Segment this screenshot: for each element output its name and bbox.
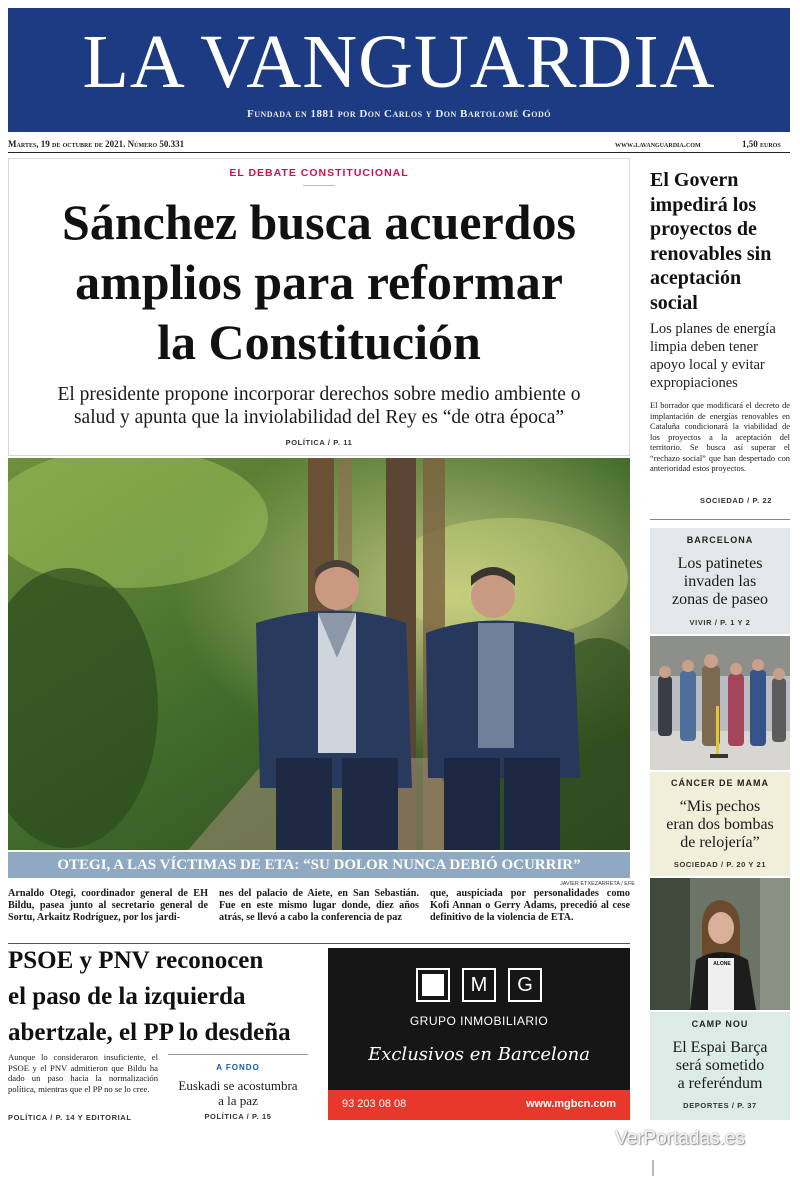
masthead-founded: Fundada en 1881 por Don Carlos y Don Bartolomé Godó — [246, 108, 552, 120]
govern-headline-line: proyectos de — [650, 218, 757, 241]
masthead — [8, 8, 790, 132]
cancer-ref: SOCIEDAD / P. 20 Y 21 — [673, 860, 767, 869]
cancer-headline-line: eran dos bombas — [666, 816, 774, 833]
kicker-underline — [303, 185, 335, 186]
dateline-rule — [8, 152, 790, 153]
masthead-title: LA VANGUARDIA — [82, 20, 716, 104]
ad-tagline: Exclusivos en Barcelona — [368, 1044, 590, 1065]
campnou-headline — [650, 1039, 790, 1093]
lead-headline-line: la Constitución — [157, 314, 481, 370]
campnou-ref: DEPORTES / P. 37 — [683, 1101, 757, 1110]
govern-body: El borrador que modificará el decreto de implantación de energías renovables en Cataluña condicionará la viabilidad de los proyectos a la aceptación del territorio. Se busca así superar el “rechazo social” que han despertado con anterioridad estos proyectos. — [650, 401, 790, 473]
ad-footer — [328, 1090, 630, 1120]
ad-logo-g: G — [508, 968, 542, 1002]
ad-logo-m: M — [462, 968, 496, 1002]
afondo-ref: POLÍTICA / P. 15 — [204, 1112, 272, 1121]
ad-brand: GRUPO INMOBILIARIO — [409, 1014, 549, 1028]
photo-caption: OTEGI, A LAS VÍCTIMAS DE ETA: “SU DOLOR NUNCA DEBIÓ OCURRIR” — [57, 857, 581, 873]
cancer-headline-line: “Mis pechos — [679, 798, 761, 815]
lead-deck-line: salud y apunta que la inviolabilidad del Rey es “de otra época” — [73, 407, 565, 428]
second-headline-line: el paso de la izquierda — [8, 983, 246, 1010]
campnou-kicker: CAMP NOU — [691, 1019, 749, 1029]
scroll-mark — [652, 1160, 654, 1176]
lead-headline-line: amplios para reformar — [75, 254, 563, 310]
campnou-headline-line: será sometido — [675, 1057, 765, 1074]
photo-caption-bar — [8, 852, 630, 878]
lead-headline — [8, 192, 630, 372]
photo-text-col3: que, auspiciada por personalidades como Kofi Annan o Gerry Adams, precedió al cese definitivo de la violencia de ETA. — [430, 888, 630, 923]
dateline-price: 1,50 euros — [742, 139, 781, 149]
dateline-site: www.lavanguardia.com — [615, 139, 701, 149]
photo-credit: JAVIER ETXEZARRETA / EFE — [560, 881, 635, 887]
afondo-headline — [160, 1078, 316, 1108]
govern-headline-line: renovables sin — [650, 242, 772, 265]
govern-headline-line: aceptación — [650, 267, 742, 290]
govern-deck-line: expropiaciones — [650, 375, 738, 391]
ad-phone: 93 203 08 08 — [342, 1098, 407, 1110]
govern-deck-line: Los planes de energía — [650, 321, 776, 337]
barcelona-headline-line: zonas de paseo — [672, 591, 768, 608]
barcelona-headline — [650, 555, 790, 609]
govern-deck — [650, 320, 792, 392]
campnou-headline-line: a referéndum — [677, 1075, 763, 1092]
barcelona-ref: VIVIR / P. 1 Y 2 — [689, 618, 751, 627]
lead-deck — [8, 383, 630, 429]
ad-logo-square — [422, 974, 444, 996]
lead-deck-line: El presidente propone incorporar derechos sobre medio ambiente o — [57, 384, 581, 405]
afondo-rule — [168, 1054, 308, 1055]
second-headline-line: abertzale, el PP lo desdeña — [8, 1019, 291, 1046]
govern-deck-line: limpia deben tener — [650, 339, 758, 355]
photo-illustration — [8, 458, 630, 850]
second-headline-line: PSOE y PNV reconocen — [8, 947, 264, 974]
cancer-shirt-text: ARE NOT ALONE — [710, 954, 734, 967]
ad-grupo-mg[interactable] — [328, 948, 630, 1120]
govern-headline-line: El Govern — [650, 169, 739, 191]
cancer-photo — [650, 878, 790, 1010]
govern-headline — [650, 168, 792, 316]
govern-rule — [650, 519, 790, 520]
second-ref: POLÍTICA / P. 14 Y EDITORIAL — [8, 1113, 132, 1122]
street-crowd-illustration — [650, 636, 790, 770]
second-body: Aunque lo consideraron insuficiente, el PSOE y el PNV admitieron que Bildu ha dado un paso hacia la normalización política, mientras que el PP no se lo cree. — [8, 1052, 158, 1094]
ad-url[interactable]: www.mgbcn.com — [525, 1098, 616, 1110]
govern-deck-line: apoyo local y evitar — [650, 357, 765, 373]
afondo-headline-line: Euskadi se acostumbra — [178, 1078, 298, 1093]
barcelona-headline-line: Los patinetes — [677, 555, 763, 572]
govern-ref: SOCIEDAD / P. 22 — [700, 496, 772, 505]
barcelona-kicker: BARCELONA — [686, 535, 754, 545]
lead-headline-line: Sánchez busca acuerdos — [62, 194, 576, 250]
govern-headline-line: social — [650, 291, 698, 314]
afondo-headline-line: a la paz — [218, 1093, 258, 1108]
second-headline — [8, 943, 320, 1051]
watermark: VerPortadas.es — [615, 1128, 745, 1149]
photo-text-col2: nes del palacio de Aiete, en San Sebastián. Fue en este mismo lugar donde, diez años atrás, se llevó a cabo la conferencia de paz — [219, 888, 419, 923]
dateline-date: Martes, 19 de octubre de 2021. Número 50.331 — [8, 139, 185, 149]
campnou-headline-line: El Espai Barça — [672, 1039, 768, 1056]
barcelona-headline-line: invaden las — [683, 573, 757, 590]
main-photo — [8, 458, 630, 850]
ad-logo-box — [416, 968, 450, 1002]
afondo-kicker: A FONDO — [216, 1063, 260, 1072]
cancer-headline — [650, 798, 790, 852]
barcelona-photo — [650, 636, 790, 770]
photo-text-col1: Arnaldo Otegi, coordinador general de EH Bildu, pasea junto al secretario general de Sortu, Arkaitz Rodríguez, por los jardi- — [8, 888, 208, 923]
cancer-headline-line: de relojería” — [680, 834, 760, 851]
woman-portrait-illustration — [650, 878, 790, 1010]
lead-ref: POLÍTICA / P. 11 — [285, 438, 353, 447]
lead-kicker: EL DEBATE CONSTITUCIONAL — [229, 167, 409, 179]
cancer-kicker: CÁNCER DE MAMA — [671, 778, 769, 788]
govern-headline-line: impedirá los — [650, 193, 757, 216]
